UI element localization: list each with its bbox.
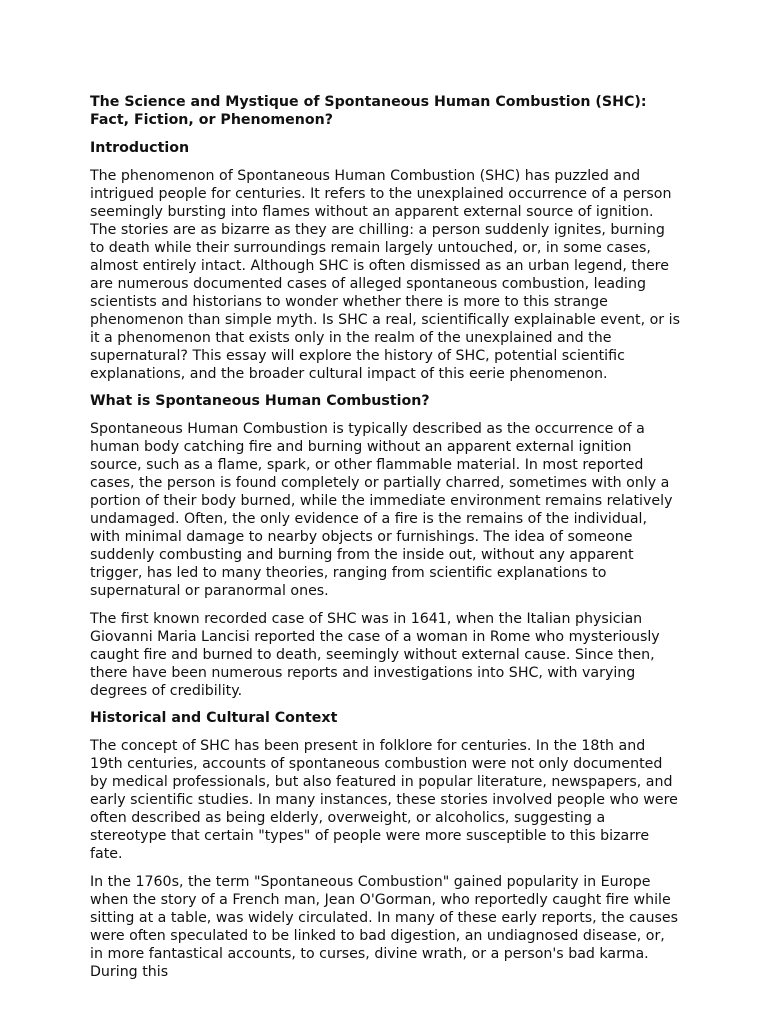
section-heading-what-is-shc: What is Spontaneous Human Combustion? bbox=[90, 393, 430, 409]
what-is-shc-paragraph-2: The first known recorded case of SHC was in 1641, when the Italian physician Giovanni Maria Lancisi reported the case of a woman in Rome who mysteriously caught fire and burned to death, seemingly without external cause. Since then, there have been numerous reports and investigations into SHC, with varying degrees of credibility. bbox=[90, 611, 660, 699]
what-is-shc-paragraph-1: Spontaneous Human Combustion is typically described as the occurrence of a human body catching fire and burning without an apparent external ignition source, such as a flame, spark, or other flammable material. In most reported cases, the person is found completely or partially charred, sometimes with only a portion of their body burned, while the immediate environment remains relatively undamaged. Often, the only evidence of a fire is the remains of the individual, with minimal damage to nearby objects or furnishings. The idea of someone suddenly combusting and burning from the inside out, without any apparent trigger, has led to many theories, ranging from scientific explanations to supernatural or paranormal ones. bbox=[90, 421, 673, 599]
historical-context-paragraph-1: The concept of SHC has been present in folklore for centuries. In the 18th and 19th centuries, accounts of spontaneous combustion were not only documented by medical professionals, but also featured in popular literature, newspapers, and early scientific studies. In many instances, these stories involved people who were often described as being elderly, overweight, or alcoholics, suggesting a stereotype that certain "types" of people were more susceptible to this bizarre fate. bbox=[90, 738, 678, 862]
document-page bbox=[90, 90, 680, 981]
section-heading-historical-context: Historical and Cultural Context bbox=[90, 710, 338, 726]
introduction-paragraph: The phenomenon of Spontaneous Human Combustion (SHC) has puzzled and intrigued people for centuries. It refers to the unexplained occurrence of a person seemingly bursting into flames without an apparent external source of ignition. The stories are as bizarre as they are chilling: a person suddenly ignites, burning to death while their surroundings remain largely untouched, or, in some cases, almost entirely intact. Although SHC is often dismissed as an urban legend, there are numerous documented cases of alleged spontaneous combustion, leading scientists and historians to wonder whether there is more to this strange phenomenon than simple myth. Is SHC a real, scientifically explainable event, or is it a phenomenon that exists only in the realm of the unexplained and the supernatural? This essay will explore the history of SHC, potential scientific explanations, and the broader cultural impact of this eerie phenomenon. bbox=[90, 168, 680, 382]
section-heading-introduction: Introduction bbox=[90, 140, 190, 156]
historical-context-paragraph-2: In the 1760s, the term "Spontaneous Combustion" gained popularity in Europe when the story of a French man, Jean O'Gorman, who reportedly caught fire while sitting at a table, was widely circulated. In many of these early reports, the causes were often speculated to be linked to bad digestion, an undiagnosed disease, or, in more fantastical accounts, to curses, divine wrath, or a person's bad karma. During this bbox=[90, 874, 678, 980]
document-title: The Science and Mystique of Spontaneous Human Combustion (SHC): Fact, Fiction, or Phenomenon? bbox=[90, 94, 647, 128]
